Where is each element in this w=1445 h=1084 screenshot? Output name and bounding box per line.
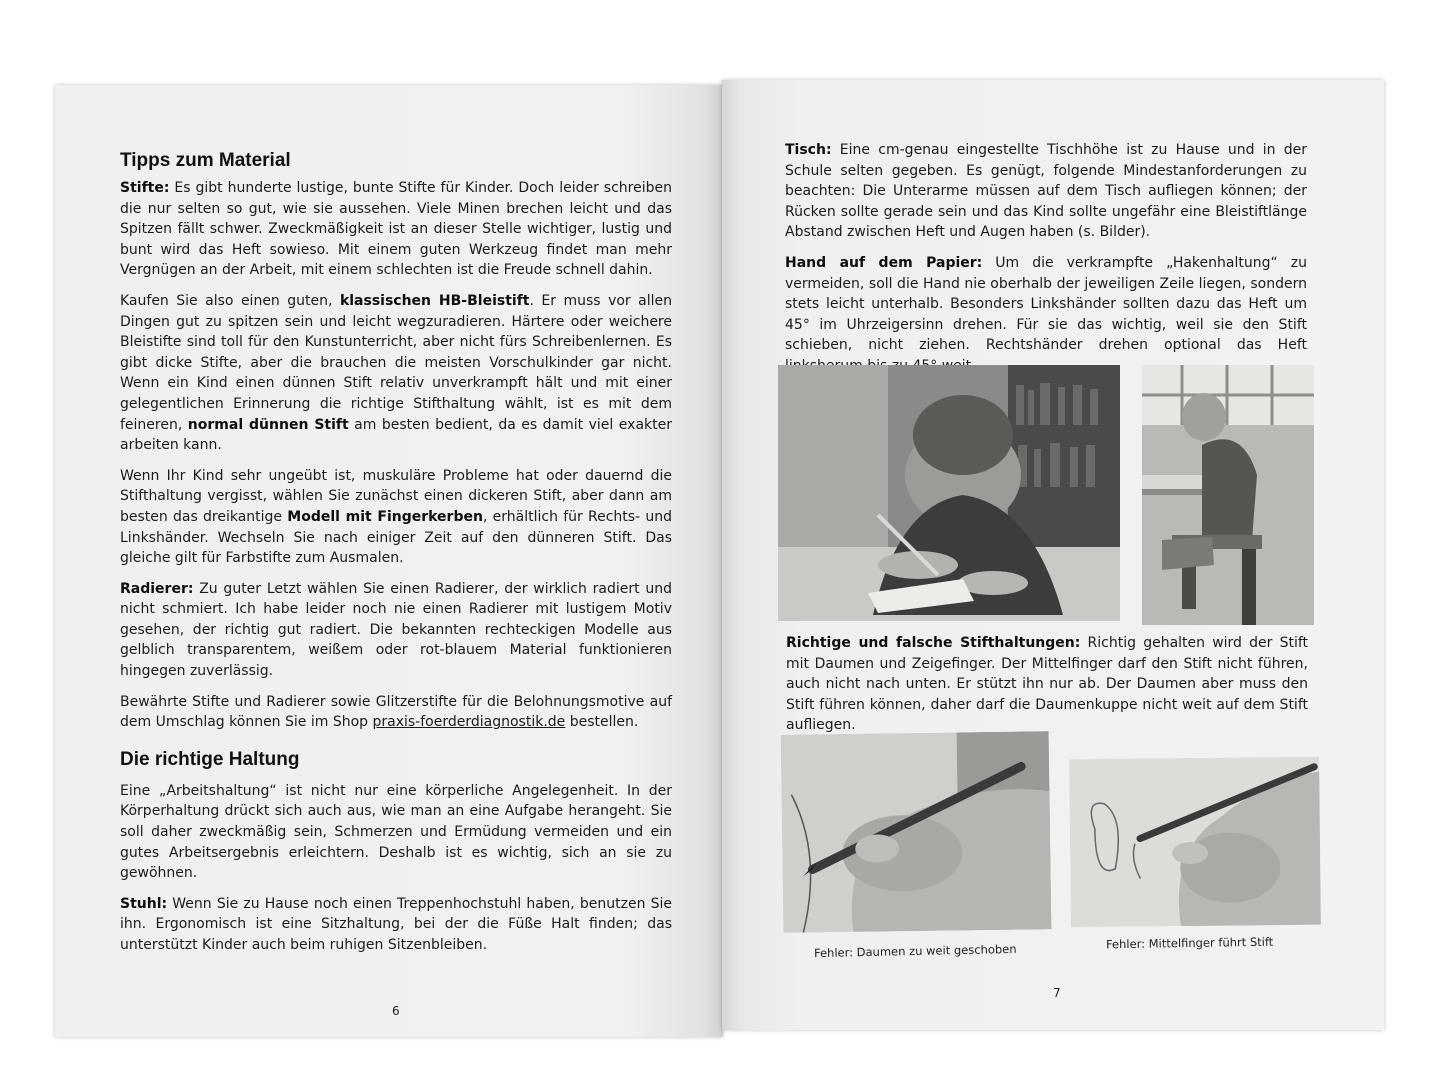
label-hand: Hand auf dem Papier: <box>785 254 983 271</box>
paragraph-kaufen: Kaufen Sie also einen guten, klassischen HB-Bleistift. Er muss vor allen Dingen gut zu spitzen sein und leicht wegzuradieren. Härtere oder weichere Bleistifte sind toll für den Kunstunterricht, aber nicht fürs Schreibenlernen. Es gibt dicke Stifte, aber die brauchen die meisten Vorschulkinder gar nicht. Wenn ein Kind einen dünnen Stift relativ unverkrampft hält und mit einer gelegentlichen Erinnerung die richtige Stifthaltung wählt, ist es mit dem feineren, normal dünnen Stift am besten bedient, da es damit viel exakter arbeiten kann. <box>120 292 672 454</box>
heading-material: Tipps zum Material <box>120 150 291 171</box>
photo-child-side-view <box>1142 365 1314 625</box>
paragraph-arbeitshaltung: Eine „Arbeitshaltung“ ist nicht nur eine körperliche Angelegenheit. In der Körperhaltung drückt sich auch aus, wie man an eine Aufgabe herangeht. Sie soll daher zweckmäßig sein, Schmerzen und Ermüdung vermeiden und ein gutes Arbeitsergebnis erleichtern. Deshalb ist es wichtig, sich an sie zu gewöhnen. <box>120 782 672 882</box>
right-column-top <box>785 140 1307 377</box>
caption-thumb-error: Fehler: Daumen zu weit geschoben <box>813 941 1017 961</box>
photo-child-writing-front-image <box>778 365 1120 621</box>
photo-child-side-view-image <box>1142 365 1314 625</box>
label-stifthaltungen: Richtige und falsche Stifthaltungen: <box>786 635 1081 651</box>
paragraph-radierer: Radierer: Zu guter Letzt wählen Sie einen Radierer, der wirklich radiert und nicht schmiert. Ich habe leider noch nie einen Radierer mit lustigem Motiv gesehen, der richtig gut radiert. Die bekannten rechteckigen Modelle aus gelblich transparentem, weißem oder rot-blauem Material funktionieren hingegen zuverlässig. <box>120 580 672 680</box>
label-stifte: Stifte: <box>120 180 170 196</box>
label-tisch: Tisch: <box>785 142 832 158</box>
shop-link[interactable]: praxis-foerderdiagnostik.de <box>372 714 566 731</box>
photo-grip-thumb-error-image <box>781 731 1052 933</box>
paragraph-bewaehrt: Bewährte Stifte und Radierer sowie Glitzerstifte für die Belohnungsmotive auf dem Umschlag können Sie im Shop praxis-foerderdiagnostik.de bestellen. <box>120 693 672 731</box>
label-radierer: Radierer: <box>120 580 194 597</box>
paragraph-stifthaltungen: Richtige und falsche Stifthaltungen: Richtig gehalten wird der Stift mit Daumen und Zeigefinger. Der Mittelfinger darf den Stift nicht führen, auch nicht nach unten. Er stützt ihn nur ab. Der Daumen aber muss den Stift führen können, daher darf die Daumenkuppe nicht weit auf dem Stift aufliegen. <box>786 635 1309 734</box>
heading-haltung: Die richtige Haltung <box>120 748 300 770</box>
left-column <box>120 150 672 956</box>
photo-grip-middle-finger-error-image <box>1069 757 1321 928</box>
paragraph-wenn: Wenn Ihr Kind sehr ungeübt ist, muskuläre Probleme hat oder dauernd die Stifthaltung vergisst, wählen Sie zunächst einen dickeren Stift, aber dann am besten das dreikantige Modell mit Fingerkerben, erhältlich für Rechts- und Linkshänder. Wechseln Sie nach einiger Zeit auf den dünneren Stift. Das gleiche gilt für Farbstifte zum Ausmalen. <box>120 467 672 567</box>
paragraph-stuhl: Stuhl: Wenn Sie zu Hause noch einen Treppenhochstuhl haben, benutzen Sie ihn. Ergonomisch ist eine Sitzhaltung, bei der die Füße Halt finden; das unterstützt Kinder auch beim ruhigen Sitzenbleiben. <box>120 895 672 953</box>
label-stuhl: Stuhl: <box>120 895 168 912</box>
photo-child-writing-front <box>778 365 1120 621</box>
page-number-left: 6 <box>392 1004 400 1018</box>
right-column-middle <box>786 633 1308 736</box>
paragraph-stifte: Stifte: Es gibt hunderte lustige, bunte Stifte für Kinder. Doch leider schreiben die nur selten so gut, wie sie aussehen. Viele Minen brechen leicht und das Spitzen fällt schwer. Zweckmäßigkeit ist an dieser Stelle wichtiger, lustig und bunt wird das Heft sowieso. Mit einem guten Werkzeug findet man mehr Vergnügen an der Arbeit, mit einem schlechten ist die Freude schnell dahin. <box>120 180 672 279</box>
paragraph-tisch: Tisch: Eine cm-genau eingestellte Tischhöhe ist zu Hause und in der Schule selten gegeben. Es genügt, folgende Mindestanforderungen zu beachten: Die Unterarme müssen auf dem Tisch aufliegen können; der Rücken sollte gerade sein und das Kind sollte ungefähr eine Bleistiftlänge Abstand zwischen Heft und Augen haben (s. Bilder). <box>785 142 1307 241</box>
photo-grip-thumb-error <box>781 731 1052 933</box>
photo-grip-middle-finger-error <box>1069 757 1321 928</box>
caption-middle-finger-error: Fehler: Mittelfinger führt Stift <box>1105 934 1274 952</box>
paragraph-hand: Hand auf dem Papier: Um die verkrampfte „Hakenhaltung“ zu vermeiden, soll die Hand nie oberhalb der jeweiligen Zeile liegen, sondern stets leicht unterhalb. Besonders Linkshänder sollten dazu das Heft um 45° im Uhrzeigersinn drehen. Für sie das wichtig, weil sie den Stift schieben, nicht ziehen. Rechtshänder drehen optional das Heft <box>785 254 1307 354</box>
page-number-right: 7 <box>1053 986 1061 1000</box>
